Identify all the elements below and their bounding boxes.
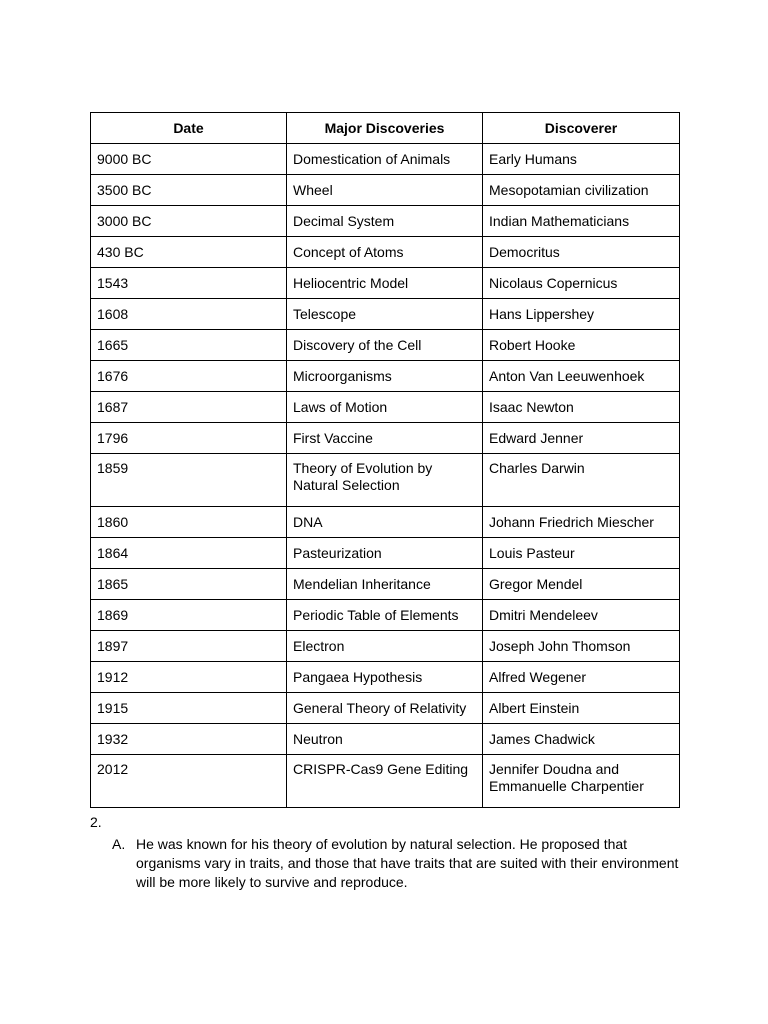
table-row — [91, 538, 680, 569]
table-row — [91, 507, 680, 538]
table-row — [91, 144, 680, 175]
table-row — [91, 175, 680, 206]
table-row — [91, 569, 680, 600]
cell-discovery: First Vaccine — [287, 423, 483, 454]
cell-discovery: Electron — [287, 631, 483, 662]
table-row — [91, 755, 680, 808]
cell-discovery: Heliocentric Model — [287, 268, 483, 299]
cell-discovery: Pangaea Hypothesis — [287, 662, 483, 693]
cell-discoverer: Jennifer Doudna and Emmanuelle Charpentier — [483, 755, 680, 808]
table-row — [91, 361, 680, 392]
cell-discovery: Periodic Table of Elements — [287, 600, 483, 631]
cell-discovery: Decimal System — [287, 206, 483, 237]
cell-discoverer: Louis Pasteur — [483, 538, 680, 569]
cell-discovery: Telescope — [287, 299, 483, 330]
header-discoverer: Discoverer — [483, 113, 680, 144]
cell-date: 430 BC — [91, 237, 287, 268]
cell-discovery: Mendelian Inheritance — [287, 569, 483, 600]
cell-discovery: Neutron — [287, 724, 483, 755]
answer-item — [90, 835, 690, 892]
cell-discovery: Concept of Atoms — [287, 237, 483, 268]
cell-date: 1897 — [91, 631, 287, 662]
table-row — [91, 206, 680, 237]
question-section — [90, 813, 690, 892]
cell-date: 1796 — [91, 423, 287, 454]
table-row — [91, 237, 680, 268]
cell-date: 1869 — [91, 600, 287, 631]
cell-date: 1915 — [91, 693, 287, 724]
cell-discovery: Theory of Evolution by Natural Selection — [287, 454, 483, 507]
cell-discoverer: James Chadwick — [483, 724, 680, 755]
cell-discoverer: Charles Darwin — [483, 454, 680, 507]
cell-date: 9000 BC — [91, 144, 287, 175]
cell-discovery: CRISPR-Cas9 Gene Editing — [287, 755, 483, 808]
cell-discovery: Microorganisms — [287, 361, 483, 392]
discoveries-table — [90, 112, 680, 808]
cell-discoverer: Edward Jenner — [483, 423, 680, 454]
cell-discoverer: Anton Van Leeuwenhoek — [483, 361, 680, 392]
table-row — [91, 330, 680, 361]
question-number: 2. — [90, 814, 102, 830]
cell-discovery: Discovery of the Cell — [287, 330, 483, 361]
cell-date: 1865 — [91, 569, 287, 600]
table-row — [91, 454, 680, 507]
cell-date: 1543 — [91, 268, 287, 299]
cell-date: 1932 — [91, 724, 287, 755]
answer-text: He was known for his theory of evolution by natural selection. He proposed that organisms vary in traits, and those that have traits that are suited with their environment will be more likely to survive and reproduce. — [136, 836, 679, 890]
cell-date: 1676 — [91, 361, 287, 392]
cell-discoverer: Joseph John Thomson — [483, 631, 680, 662]
cell-discoverer: Early Humans — [483, 144, 680, 175]
cell-date: 1912 — [91, 662, 287, 693]
cell-discoverer: Nicolaus Copernicus — [483, 268, 680, 299]
cell-date: 2012 — [91, 755, 287, 808]
table-row — [91, 662, 680, 693]
answer-marker: A. — [112, 836, 126, 852]
cell-discoverer: Hans Lippershey — [483, 299, 680, 330]
cell-discovery: Laws of Motion — [287, 392, 483, 423]
cell-date: 1860 — [91, 507, 287, 538]
cell-discovery: Pasteurization — [287, 538, 483, 569]
cell-discoverer: Robert Hooke — [483, 330, 680, 361]
cell-discoverer: Johann Friedrich Miescher — [483, 507, 680, 538]
cell-discoverer: Isaac Newton — [483, 392, 680, 423]
cell-date: 3000 BC — [91, 206, 287, 237]
table-row — [91, 392, 680, 423]
cell-date: 1665 — [91, 330, 287, 361]
cell-discovery: Domestication of Animals — [287, 144, 483, 175]
cell-discovery: DNA — [287, 507, 483, 538]
cell-discovery: Wheel — [287, 175, 483, 206]
cell-discoverer: Indian Mathematicians — [483, 206, 680, 237]
cell-discovery: General Theory of Relativity — [287, 693, 483, 724]
header-major-discoveries: Major Discoveries — [287, 113, 483, 144]
cell-date: 1864 — [91, 538, 287, 569]
table-row — [91, 631, 680, 662]
cell-discoverer: Alfred Wegener — [483, 662, 680, 693]
table-row — [91, 423, 680, 454]
table-header-row — [91, 113, 680, 144]
cell-date: 1687 — [91, 392, 287, 423]
table-row — [91, 724, 680, 755]
table-row — [91, 600, 680, 631]
cell-date: 1859 — [91, 454, 287, 507]
cell-discoverer: Albert Einstein — [483, 693, 680, 724]
cell-date: 1608 — [91, 299, 287, 330]
header-date: Date — [91, 113, 287, 144]
table-row — [91, 268, 680, 299]
cell-discoverer: Dmitri Mendeleev — [483, 600, 680, 631]
table-row — [91, 299, 680, 330]
cell-discoverer: Mesopotamian civilization — [483, 175, 680, 206]
cell-discoverer: Democritus — [483, 237, 680, 268]
cell-date: 3500 BC — [91, 175, 287, 206]
table-row — [91, 693, 680, 724]
cell-discoverer: Gregor Mendel — [483, 569, 680, 600]
